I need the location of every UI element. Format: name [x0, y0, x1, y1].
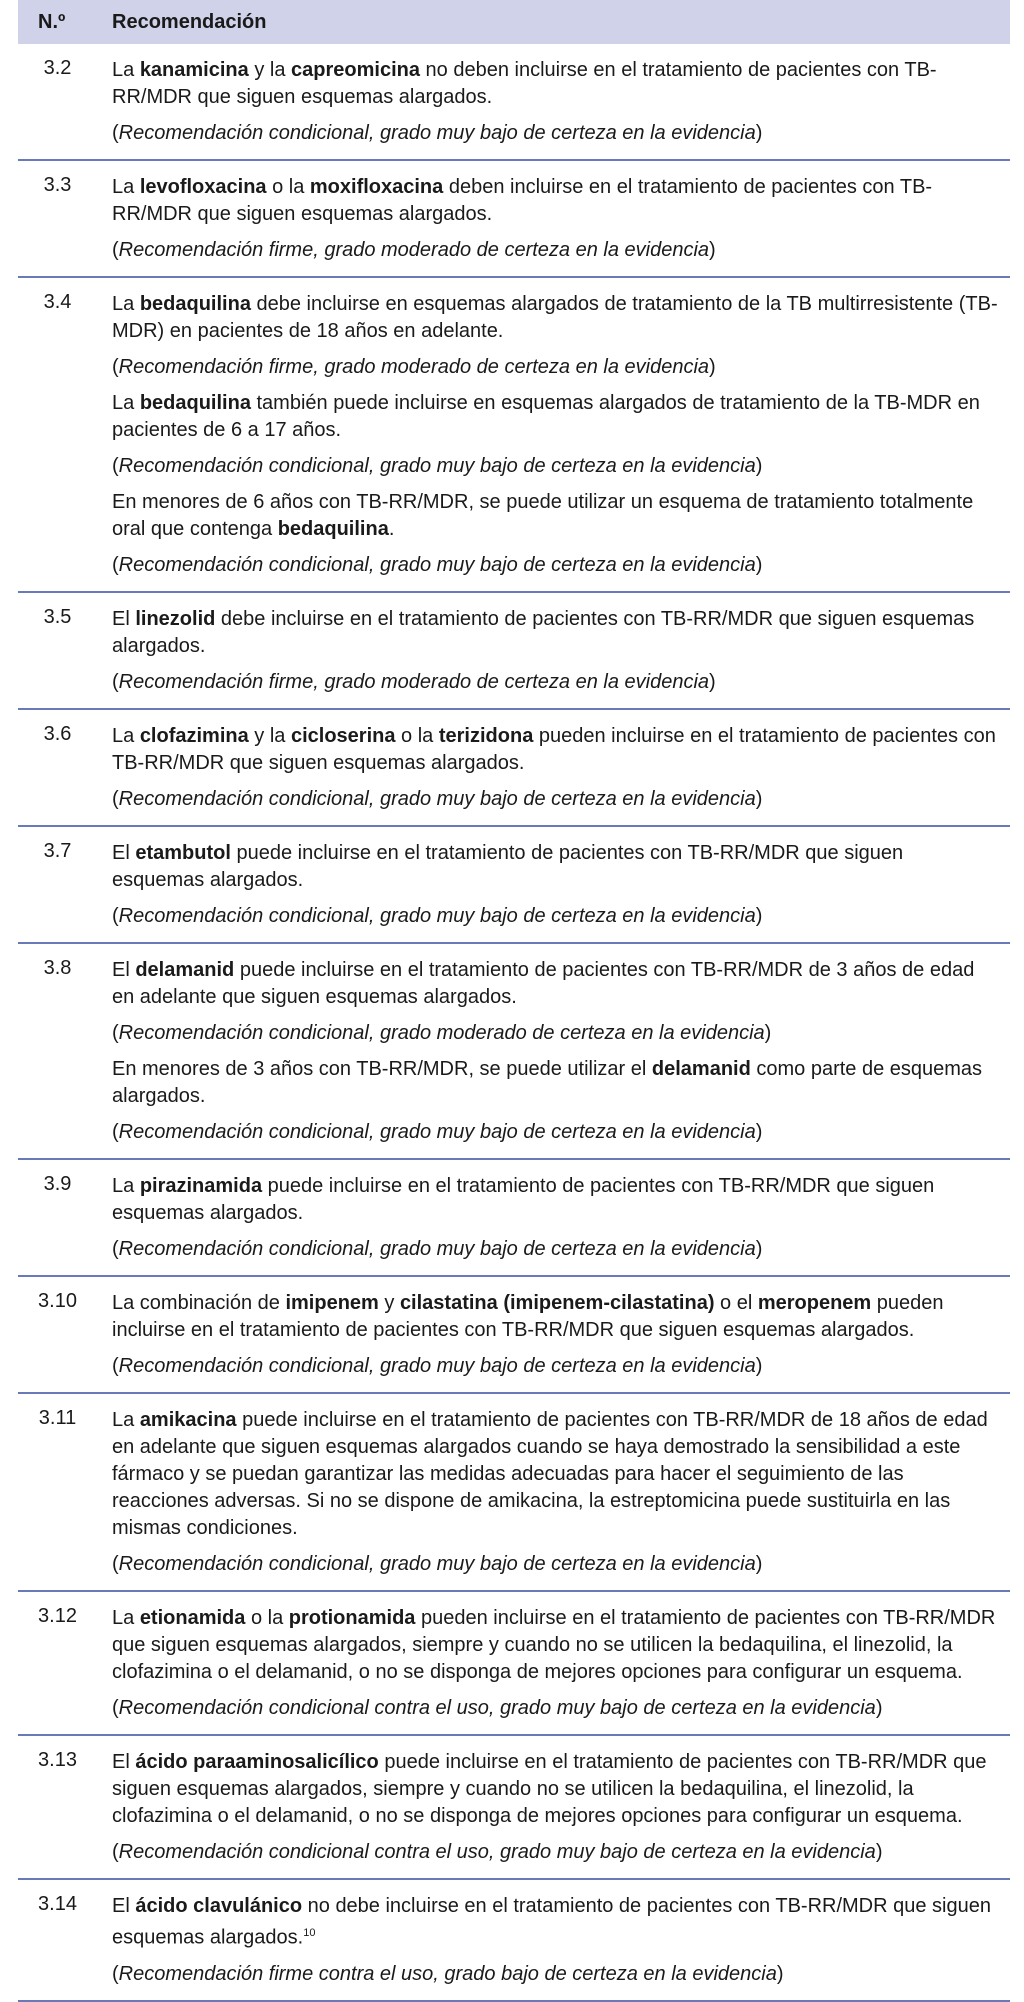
text-segment: no deben incluirse en el tratamiento de pacientes con TB-RR/MDR que siguen esquemas alargados. [112, 59, 937, 108]
certainty-note: (Recomendación condicional, grado muy bajo de certeza en la evidencia) [112, 455, 763, 477]
recommendation-text [112, 1605, 998, 1686]
recommendation-number: 3.12 [18, 1591, 102, 1735]
text-segment: pueden incluirse en el tratamiento de pacientes con TB-RR/MDR que siguen esquemas alargados. [112, 1292, 944, 1341]
drug-name: bedaquilina [139, 293, 251, 315]
certainty-note: (Recomendación firme, grado moderado de certeza en la evidencia) [112, 356, 716, 378]
text-segment: debe incluirse en esquemas alargados de tratamiento de la TB multirresistente (TB-MDR) en pacientes de 18 años en adelante. [112, 293, 998, 342]
text-segment: El [112, 1895, 136, 1917]
recommendation-text [112, 1173, 998, 1227]
text-segment: La [112, 725, 140, 747]
recommendation-text [112, 1749, 998, 1830]
text-segment: pueden incluirse en el tratamiento de pacientes con TB-RR/MDR que siguen esquemas alargados. [112, 725, 996, 774]
recommendation-text [112, 489, 998, 543]
recommendation-number: 3.13 [18, 1735, 102, 1879]
recommendation-body [102, 1276, 1010, 1393]
table-body [18, 44, 1010, 2001]
table-row [18, 1591, 1010, 1735]
drug-name: linezolid [135, 608, 216, 630]
recommendation-number: 3.14 [18, 1879, 102, 2001]
recommendation-body [102, 709, 1010, 826]
text-segment: o la [266, 176, 310, 198]
text-segment: La [112, 293, 140, 315]
text-segment: no debe incluirse en el tratamiento de pacientes con TB-RR/MDR que siguen esquemas alargados. [112, 1895, 991, 1949]
text-segment: El [112, 608, 136, 630]
text-segment: o la [395, 725, 439, 747]
table-row [18, 1276, 1010, 1393]
recommendation-text [112, 840, 998, 894]
certainty-text: Recomendación condicional, grado muy bajo de certeza en la evidencia [118, 1121, 756, 1143]
recommendation-body [102, 592, 1010, 709]
recommendation-number: 3.7 [18, 826, 102, 943]
text-segment: deben incluirse en el tratamiento de pacientes con TB-RR/MDR que siguen esquemas alargados. [112, 176, 933, 225]
certainty-text: Recomendación condicional contra el uso, grado muy bajo de certeza en la evidencia [118, 1841, 876, 1863]
text-segment: puede incluirse en el tratamiento de pacientes con TB-RR/MDR que siguen esquemas alargados. [112, 1175, 935, 1224]
recommendation-text [112, 1407, 998, 1542]
recommendation-number: 3.3 [18, 160, 102, 277]
recommendation-body [102, 1393, 1010, 1591]
recommendation-body [102, 160, 1010, 277]
drug-name: ácido paraaminosalicílico [135, 1751, 379, 1773]
drug-name: terizidona [438, 725, 534, 747]
recommendation-text [112, 1290, 998, 1344]
table-row [18, 1159, 1010, 1276]
text-segment: En menores de 6 años con TB-RR/MDR, se puede utilizar un esquema de tratamiento totalmente oral que contenga [112, 491, 974, 540]
drug-name: cicloserina [290, 725, 396, 747]
drug-name: imipenem [285, 1292, 379, 1314]
recommendation-number: 3.8 [18, 943, 102, 1159]
drug-name: moxifloxacina [309, 176, 444, 198]
recommendation-text [112, 606, 998, 660]
text-segment: La [112, 1409, 140, 1431]
recommendation-text [112, 957, 998, 1011]
recommendation-text [112, 1056, 998, 1110]
certainty-note: (Recomendación firme contra el uso, grado bajo de certeza en la evidencia) [112, 1962, 784, 1985]
drug-name: pirazinamida [139, 1175, 263, 1197]
text-segment: . [388, 518, 395, 540]
text-segment: y [378, 1292, 400, 1314]
recommendation-body [102, 1879, 1010, 2001]
certainty-note: (Recomendación condicional, grado muy bajo de certeza en la evidencia) [112, 122, 763, 144]
certainty-note: (Recomendación firme, grado moderado de certeza en la evidencia) [112, 671, 716, 693]
recommendation-body [102, 44, 1010, 160]
text-segment: como parte de esquemas alargados. [112, 1058, 983, 1107]
text-segment: puede incluirse en el tratamiento de pacientes con TB-RR/MDR que siguen esquemas alargados. [112, 842, 904, 891]
drug-name: protionamida [288, 1607, 416, 1629]
text-segment: El [112, 1751, 136, 1773]
text-segment: La [112, 176, 140, 198]
drug-name: bedaquilina [139, 392, 251, 414]
text-segment: y la [248, 59, 292, 81]
drug-name: delamanid [135, 959, 235, 981]
table-row [18, 1879, 1010, 2001]
table-header [18, 0, 1010, 44]
recommendation-number: 3.6 [18, 709, 102, 826]
recommendation-text [112, 390, 998, 444]
table-row [18, 709, 1010, 826]
certainty-text: Recomendación condicional, grado muy bajo de certeza en la evidencia [118, 122, 756, 144]
recommendation-number: 3.5 [18, 592, 102, 709]
recommendation-body [102, 943, 1010, 1159]
drug-name: etambutol [135, 842, 231, 864]
table-row [18, 1735, 1010, 1879]
text-segment: El [112, 842, 136, 864]
certainty-text: Recomendación condicional, grado muy bajo de certeza en la evidencia [118, 1553, 756, 1575]
text-segment: pueden incluirse en el tratamiento de pacientes con TB-RR/MDR que siguen esquemas alargados, siempre y cuando no se utilicen la bedaquilina, el linezolid, la clofazimina o el delamanid, o no se disponga de mejores opciones para configurar un esquema. [112, 1607, 996, 1683]
table-row [18, 943, 1010, 1159]
drug-name: meropenem [757, 1292, 872, 1314]
header-recommendation: Recomendación [102, 0, 1010, 44]
drug-name: cilastatina (imipenem-cilastatina) [399, 1292, 715, 1314]
recommendation-text [112, 1893, 998, 1952]
footnote-ref: 10 [303, 1927, 316, 1939]
table-row [18, 160, 1010, 277]
recommendation-number: 3.2 [18, 44, 102, 160]
recommendation-text [112, 57, 998, 111]
drug-name: etionamida [139, 1607, 246, 1629]
drug-name: capreomicina [291, 59, 420, 81]
certainty-text: Recomendación condicional, grado muy bajo de certeza en la evidencia [118, 455, 756, 477]
text-segment: o el [714, 1292, 758, 1314]
drug-name: ácido clavulánico [135, 1895, 303, 1917]
certainty-note: (Recomendación condicional, grado moderado de certeza en la evidencia) [112, 1022, 772, 1044]
certainty-text: Recomendación firme, grado moderado de certeza en la evidencia [118, 671, 710, 693]
certainty-note: (Recomendación condicional, grado muy bajo de certeza en la evidencia) [112, 1553, 763, 1575]
recommendation-body [102, 1159, 1010, 1276]
drug-name: clofazimina [139, 725, 249, 747]
recommendations-table [18, 0, 1010, 2002]
recommendation-body [102, 277, 1010, 592]
text-segment: debe incluirse en el tratamiento de pacientes con TB-RR/MDR que siguen esquemas alargados. [112, 608, 975, 657]
certainty-note: (Recomendación condicional, grado muy bajo de certeza en la evidencia) [112, 1121, 763, 1143]
certainty-note: (Recomendación condicional, grado muy bajo de certeza en la evidencia) [112, 788, 763, 810]
table-row [18, 592, 1010, 709]
recommendation-number: 3.9 [18, 1159, 102, 1276]
table-row [18, 826, 1010, 943]
recommendation-number: 3.11 [18, 1393, 102, 1591]
text-segment: o la [245, 1607, 289, 1629]
text-segment: La [112, 1175, 140, 1197]
text-segment: puede incluirse en el tratamiento de pacientes con TB-RR/MDR que siguen esquemas alargados, siempre y cuando no se utilicen la bedaquilina, el linezolid, la clofazimina o el delamanid, o no se disponga de mejores opciones para configurar un esquema. [112, 1751, 987, 1827]
text-segment: puede incluirse en el tratamiento de pacientes con TB-RR/MDR de 3 años de edad en adelante que siguen esquemas alargados. [112, 959, 975, 1008]
text-segment: también puede incluirse en esquemas alargados de tratamiento de la TB-MDR en pacientes de 6 a 17 años. [112, 392, 980, 441]
recommendations-table-container [18, 0, 1010, 2002]
text-segment: La combinación de [112, 1292, 286, 1314]
certainty-note: (Recomendación condicional contra el uso, grado muy bajo de certeza en la evidencia) [112, 1841, 883, 1863]
text-segment: La [112, 1607, 140, 1629]
certainty-text: Recomendación condicional, grado muy bajo de certeza en la evidencia [118, 905, 756, 927]
recommendation-body [102, 826, 1010, 943]
drug-name: levofloxacina [139, 176, 267, 198]
certainty-text: Recomendación firme, grado moderado de certeza en la evidencia [118, 356, 710, 378]
table-row [18, 277, 1010, 592]
table-row [18, 44, 1010, 160]
certainty-note: (Recomendación condicional, grado muy bajo de certeza en la evidencia) [112, 554, 763, 576]
table-row [18, 1393, 1010, 1591]
certainty-text: Recomendación condicional, grado muy bajo de certeza en la evidencia [118, 554, 756, 576]
text-segment: El [112, 959, 136, 981]
certainty-text: Recomendación condicional, grado moderado de certeza en la evidencia [118, 1022, 765, 1044]
drug-name: kanamicina [139, 59, 249, 81]
recommendation-text [112, 291, 998, 345]
recommendation-text [112, 174, 998, 228]
certainty-text: Recomendación condicional, grado muy bajo de certeza en la evidencia [118, 1355, 756, 1377]
certainty-text: Recomendación firme contra el uso, grado bajo de certeza en la evidencia [118, 1962, 777, 1985]
recommendation-body [102, 1735, 1010, 1879]
certainty-text: Recomendación condicional contra el uso, grado muy bajo de certeza en la evidencia [118, 1697, 876, 1719]
certainty-text: Recomendación condicional, grado muy bajo de certeza en la evidencia [118, 1238, 756, 1260]
text-segment: En menores de 3 años con TB-RR/MDR, se puede utilizar el [112, 1058, 652, 1080]
recommendation-text [112, 723, 998, 777]
recommendation-number: 3.10 [18, 1276, 102, 1393]
certainty-text: Recomendación firme, grado moderado de certeza en la evidencia [118, 239, 710, 261]
certainty-note: (Recomendación firme, grado moderado de certeza en la evidencia) [112, 239, 716, 261]
recommendation-number: 3.4 [18, 277, 102, 592]
certainty-note: (Recomendación condicional, grado muy bajo de certeza en la evidencia) [112, 905, 763, 927]
certainty-note: (Recomendación condicional, grado muy bajo de certeza en la evidencia) [112, 1238, 763, 1260]
drug-name: delamanid [651, 1058, 751, 1080]
text-segment: La [112, 59, 140, 81]
text-segment: puede incluirse en el tratamiento de pacientes con TB-RR/MDR de 18 años de edad en adelante que siguen esquemas alargados cuando se haya demostrado la sensibilidad a este fármaco y se puedan garantizar las medidas adecuadas para hacer el seguimiento de las reacciones adversas. Si no se dispone de amikacina, la estreptomicina puede sustituirla en las mismas condiciones. [112, 1409, 988, 1539]
drug-name: bedaquilina [277, 518, 389, 540]
certainty-note: (Recomendación condicional contra el uso, grado muy bajo de certeza en la evidencia) [112, 1697, 883, 1719]
text-segment: La [112, 392, 140, 414]
drug-name: amikacina [139, 1409, 237, 1431]
certainty-note: (Recomendación condicional, grado muy bajo de certeza en la evidencia) [112, 1355, 763, 1377]
text-segment: y la [248, 725, 291, 747]
header-number: N.º [18, 0, 102, 44]
certainty-text: Recomendación condicional, grado muy bajo de certeza en la evidencia [118, 788, 756, 810]
recommendation-body [102, 1591, 1010, 1735]
